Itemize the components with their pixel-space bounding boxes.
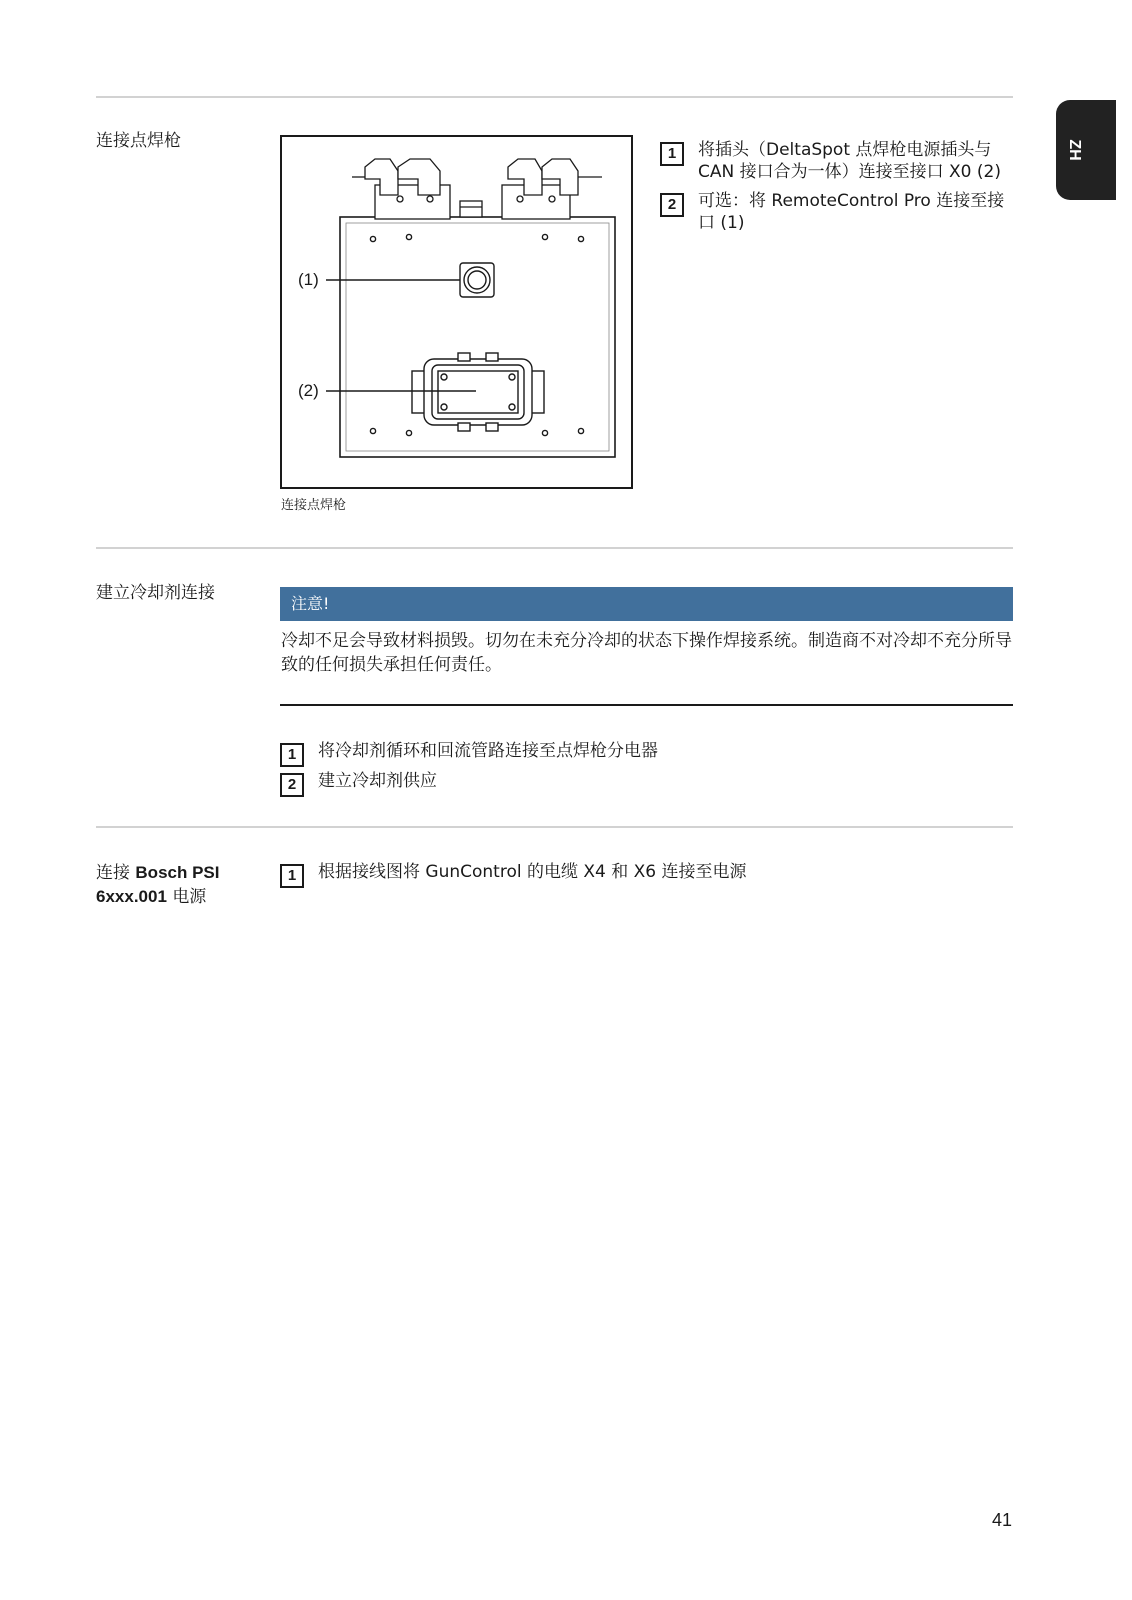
section-divider — [96, 547, 1013, 549]
page-number: 41 — [992, 1510, 1013, 1530]
step-text: 可选：将 RemoteControl Pro 连接至接口 (1) — [698, 191, 1005, 233]
language-tab[interactable] — [1056, 100, 1116, 200]
step-text: 建立冷却剂供应 — [318, 771, 437, 791]
step-connect-x0 — [660, 139, 1014, 183]
notice-text: 冷却不足会导致材料损毁。切勿在未充分冷却的状态下操作焊接系统。制造商不对冷却不充分所导致的任何损失承担任何责任。 — [281, 631, 1012, 675]
step-text: 将冷却剂循环和回流管路连接至点焊枪分电器 — [318, 741, 658, 761]
section-divider — [96, 826, 1013, 828]
step-number: 2 — [280, 773, 304, 797]
step-number: 1 — [660, 142, 684, 166]
title-bold: Bosch PSI 6xxx.001 — [96, 863, 220, 906]
step-number: 1 — [280, 743, 304, 767]
step-text: 将插头（DeltaSpot 点焊枪电源插头与 CAN 接口合为一体）连接至接口 X0 (2) — [698, 140, 1001, 182]
callout-2: (2) — [298, 381, 319, 400]
section-divider-top — [96, 96, 1013, 98]
step-coolant-lines — [280, 740, 1013, 767]
notice-divider — [280, 704, 1013, 706]
section-title-connect-gun: 连接点焊枪 — [96, 131, 181, 151]
connection-diagram — [280, 135, 633, 489]
notice-label: 注意! — [291, 594, 330, 613]
figure-caption: 连接点焊枪 — [281, 498, 347, 513]
notice-header — [280, 587, 1013, 621]
section-title-bosch — [96, 861, 266, 909]
step-coolant-supply — [280, 770, 1013, 797]
section-title-coolant: 建立冷却剂连接 — [96, 583, 215, 603]
step-gun-control-cables — [280, 861, 1013, 888]
language-tab-label: ZH — [1066, 139, 1083, 161]
step-number: 2 — [660, 193, 684, 217]
step-text: 根据接线图将 GunControl 的电缆 X4 和 X6 连接至电源 — [318, 862, 747, 882]
remote-connector-icon — [460, 263, 494, 297]
step-connect-remote — [660, 190, 1014, 234]
step-number: 1 — [280, 864, 304, 888]
title-suffix: 电源 — [172, 887, 207, 907]
callout-1: (1) — [298, 270, 319, 289]
title-prefix: 连接 — [96, 863, 130, 883]
power-connector-icon — [412, 353, 544, 431]
